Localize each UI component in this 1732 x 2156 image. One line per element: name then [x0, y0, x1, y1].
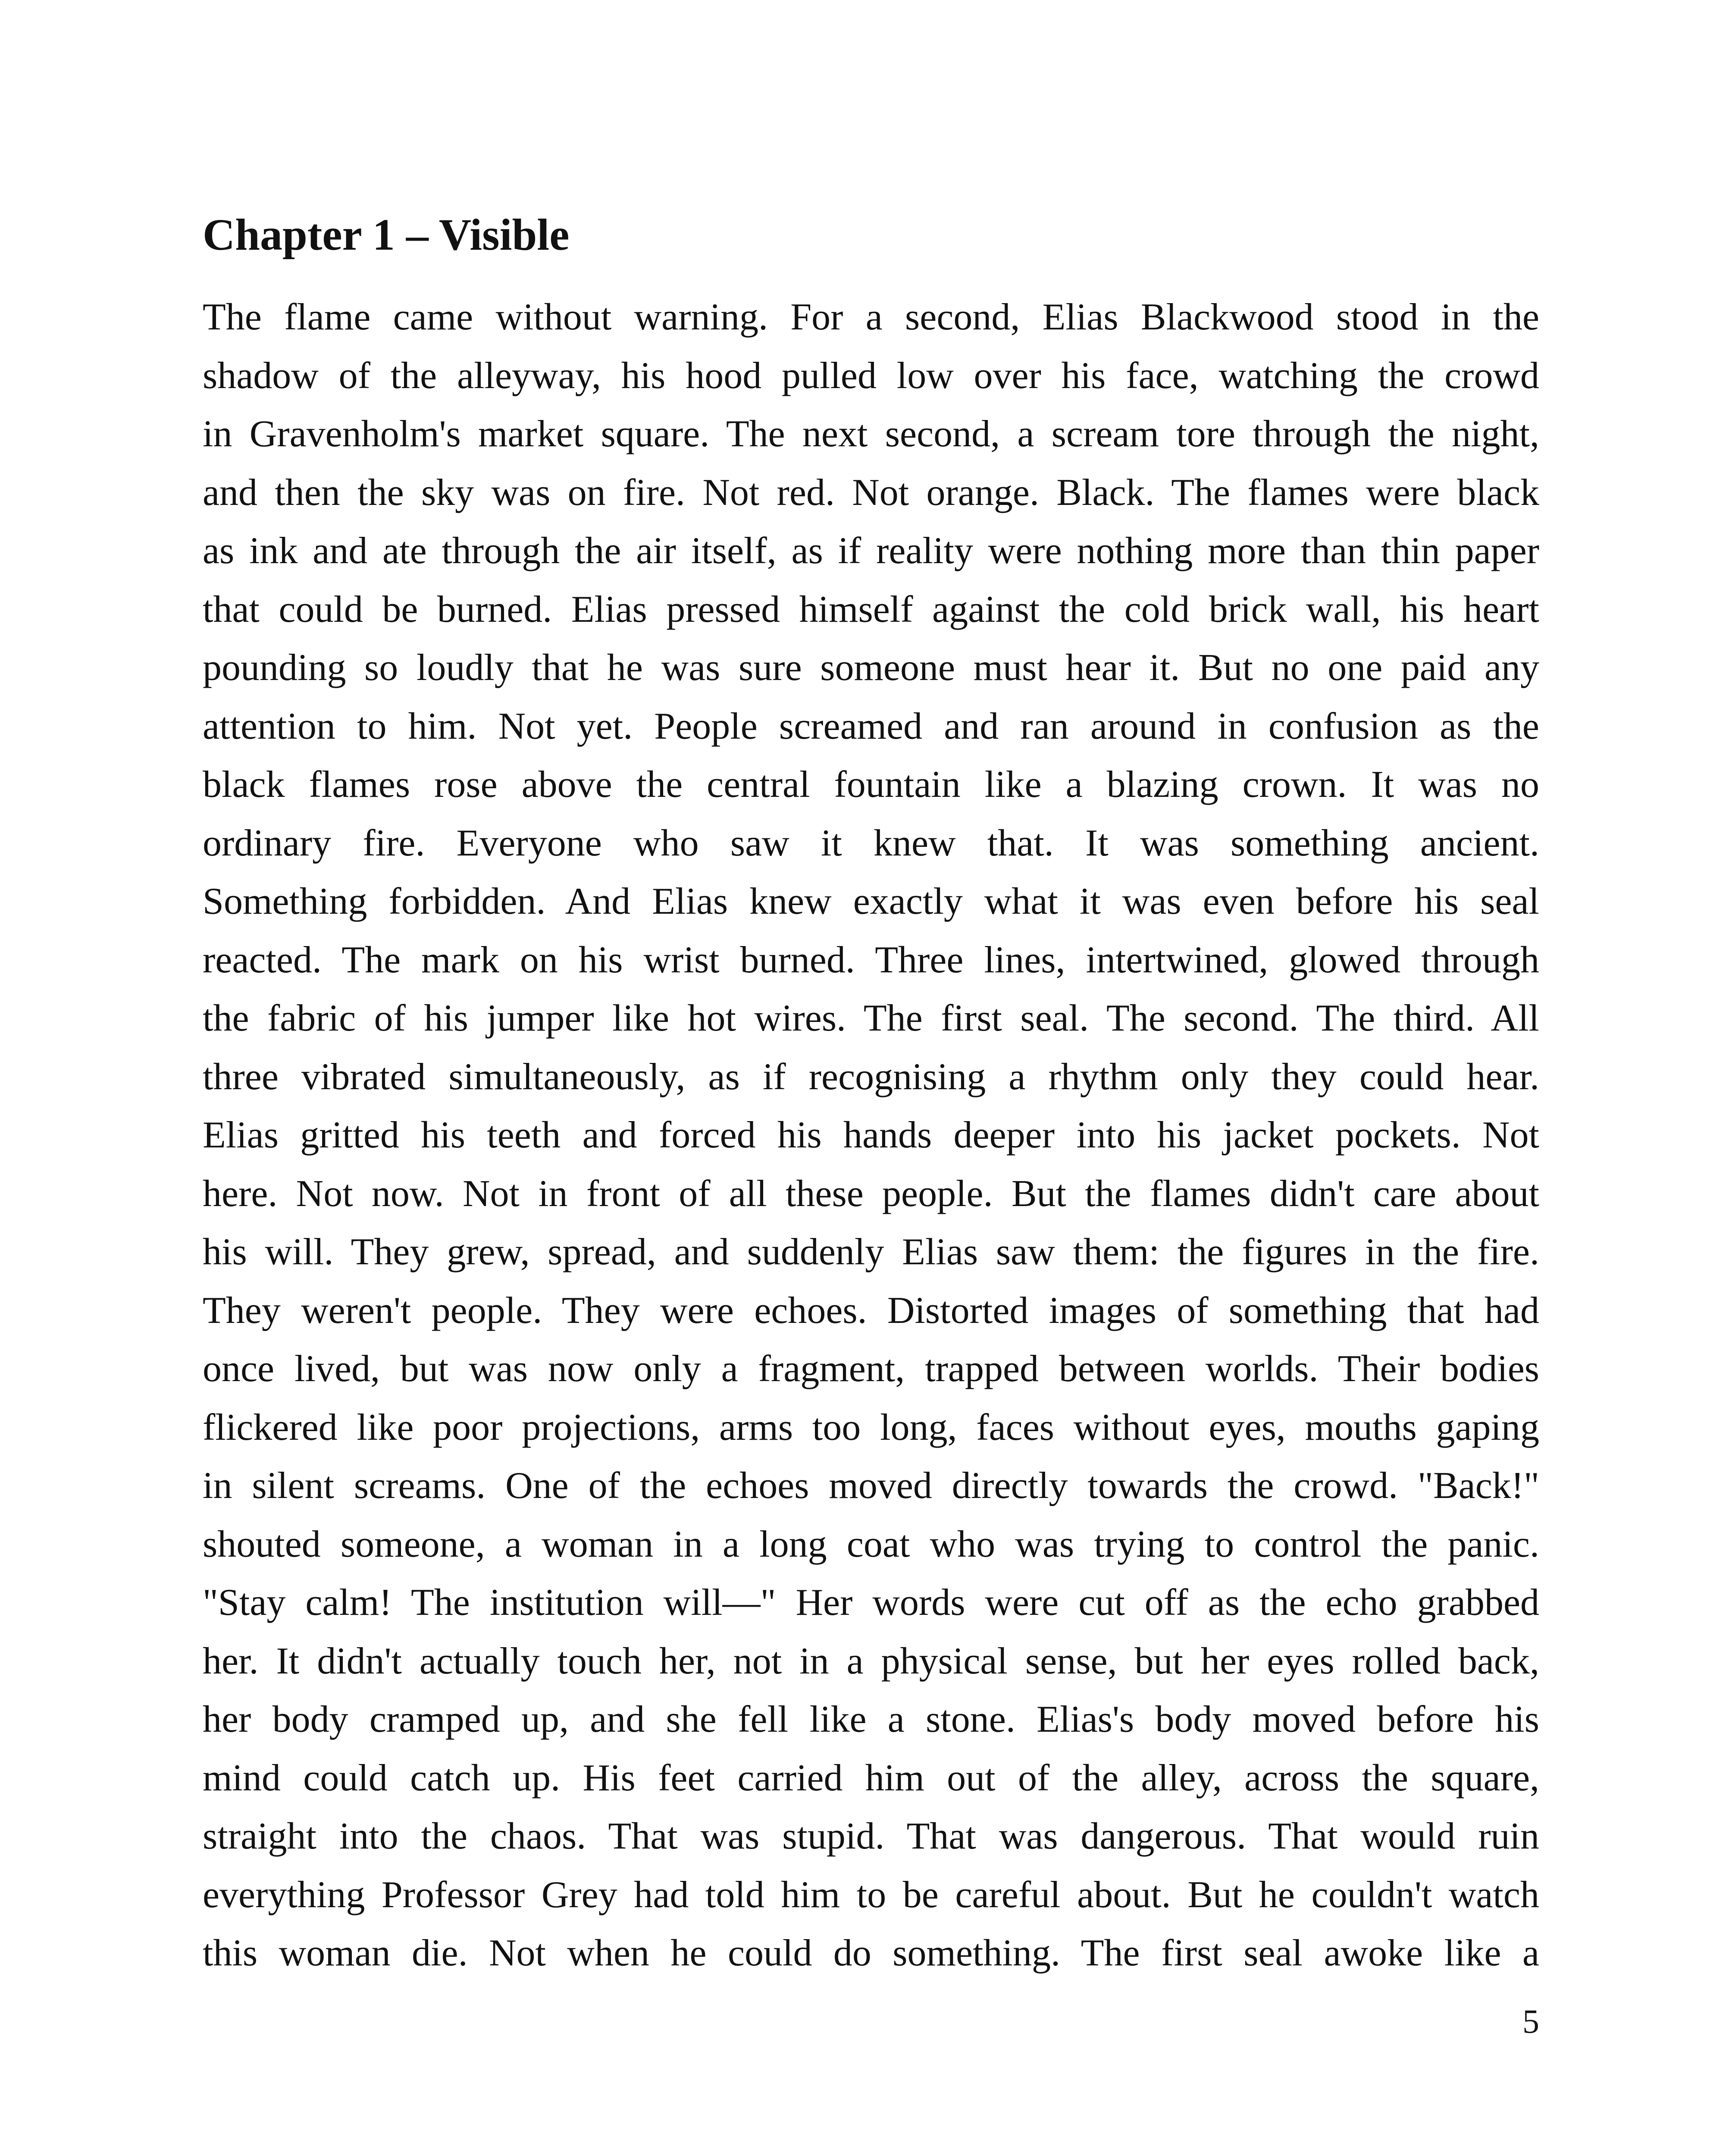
- text-line: that could be burned. Elias pressed himself against the cold brick wall, his heart: [203, 588, 1539, 630]
- text-line: Elias gritted his teeth and forced his hands deeper into his jacket pockets. Not: [203, 1114, 1539, 1156]
- text-line: and then the sky was on fire. Not red. Not orange. Black. The flames were black: [203, 471, 1539, 514]
- text-line: attention to him. Not yet. People screamed and ran around in confusion as the: [203, 705, 1539, 747]
- text-line: shouted someone, a woman in a long coat who was trying to control the panic.: [203, 1523, 1539, 1565]
- text-line: The flame came without warning. For a second, Elias Blackwood stood in the: [203, 296, 1539, 338]
- text-line: Something forbidden. And Elias knew exactly what it was even before his seal: [203, 881, 1539, 922]
- text-line: as ink and ate through the air itself, as if reality were nothing more than thin paper: [203, 530, 1539, 572]
- text-line: her. It didn't actually touch her, not in a physical sense, but her eyes rolled back,: [203, 1640, 1539, 1682]
- text-line: straight into the chaos. That was stupid. That was dangerous. That would ruin: [203, 1815, 1539, 1857]
- text-line: once lived, but was now only a fragment, trapped between worlds. Their bodies: [203, 1348, 1539, 1390]
- text-line: "Stay calm! The institution will—" Her words were cut off as the echo grabbed: [203, 1582, 1539, 1623]
- text-line: here. Not now. Not in front of all these people. But the flames didn't care about: [203, 1172, 1539, 1215]
- text-line: pounding so loudly that he was sure someone must hear it. But no one paid any: [203, 647, 1539, 689]
- page-number: 5: [1522, 2002, 1539, 2040]
- text-line: the fabric of his jumper like hot wires. The first seal. The second. The third. All: [203, 997, 1539, 1039]
- body-text: [203, 288, 1539, 1983]
- text-line: ordinary fire. Everyone who saw it knew that. It was something ancient.: [203, 822, 1539, 864]
- text-line: this woman die. Not when he could do something. The first seal awoke like a: [203, 1932, 1539, 1974]
- text-line: flickered like poor projections, arms too long, faces without eyes, mouths gaping: [203, 1406, 1539, 1448]
- text-line: her body cramped up, and she fell like a stone. Elias's body moved before his: [203, 1698, 1539, 1740]
- text-line: mind could catch up. His feet carried him out of the alley, across the square,: [203, 1757, 1539, 1799]
- chapter-title: Chapter 1 – Visible: [203, 210, 570, 260]
- text-line: They weren't people. They were echoes. Distorted images of something that had: [203, 1289, 1539, 1332]
- text-line: in silent screams. One of the echoes moved directly towards the crowd. "Back!": [203, 1465, 1539, 1507]
- text-line: black flames rose above the central fountain like a blazing crown. It was no: [203, 764, 1539, 805]
- text-line: shadow of the alleyway, his hood pulled low over his face, watching the crowd: [203, 354, 1539, 397]
- text-line: three vibrated simultaneously, as if recognising a rhythm only they could hear.: [203, 1056, 1539, 1098]
- text-line: in Gravenholm's market square. The next second, a scream tore through the night,: [203, 413, 1539, 455]
- text-line: everything Professor Grey had told him to be careful about. But he couldn't watch: [203, 1874, 1539, 1916]
- text-line: his will. They grew, spread, and suddenly Elias saw them: the figures in the fire.: [203, 1231, 1539, 1273]
- text-line: reacted. The mark on his wrist burned. Three lines, intertwined, glowed through: [203, 939, 1539, 981]
